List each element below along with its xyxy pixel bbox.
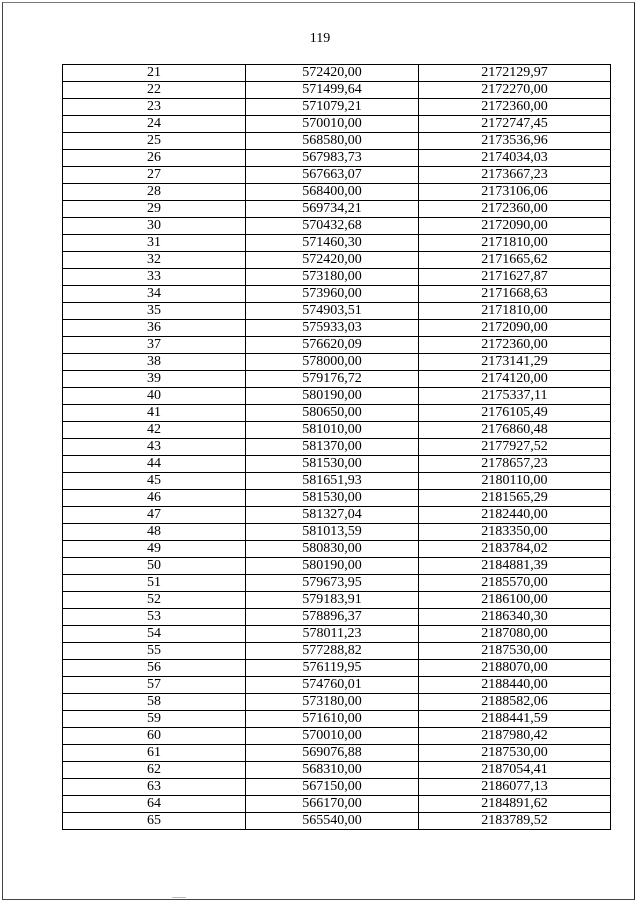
point-number-cell: 42	[63, 422, 246, 439]
y-coordinate-cell: 2171665,62	[419, 252, 611, 269]
x-coordinate-cell: 581370,00	[246, 439, 419, 456]
coordinates-table	[62, 64, 611, 830]
x-coordinate-cell: 574903,51	[246, 303, 419, 320]
y-coordinate-cell: 2182440,00	[419, 507, 611, 524]
point-number-cell: 64	[63, 796, 246, 813]
y-coordinate-cell: 2171668,63	[419, 286, 611, 303]
y-coordinate-cell: 2188441,59	[419, 711, 611, 728]
x-coordinate-cell: 574760,01	[246, 677, 419, 694]
point-number-cell: 53	[63, 609, 246, 626]
y-coordinate-cell: 2171627,87	[419, 269, 611, 286]
y-coordinate-cell: 2177927,52	[419, 439, 611, 456]
y-coordinate-cell: 2176860,48	[419, 422, 611, 439]
x-coordinate-cell: 580190,00	[246, 558, 419, 575]
x-coordinate-cell: 579183,91	[246, 592, 419, 609]
point-number-cell: 24	[63, 116, 246, 133]
point-number-cell: 22	[63, 82, 246, 99]
point-number-cell: 41	[63, 405, 246, 422]
point-number-cell: 65	[63, 813, 246, 830]
table-row	[63, 422, 611, 439]
table-row	[63, 252, 611, 269]
table-row	[63, 643, 611, 660]
table-row	[63, 541, 611, 558]
page-number: 119	[309, 31, 331, 46]
table-row	[63, 728, 611, 745]
point-number-cell: 59	[63, 711, 246, 728]
point-number-cell: 28	[63, 184, 246, 201]
point-number-cell: 33	[63, 269, 246, 286]
table-row	[63, 405, 611, 422]
y-coordinate-cell: 2172129,97	[419, 65, 611, 82]
point-number-cell: 50	[63, 558, 246, 575]
point-number-cell: 26	[63, 150, 246, 167]
point-number-cell: 56	[63, 660, 246, 677]
table-row	[63, 439, 611, 456]
point-number-cell: 60	[63, 728, 246, 745]
y-coordinate-cell: 2186340,30	[419, 609, 611, 626]
point-number-cell: 58	[63, 694, 246, 711]
table-row	[63, 167, 611, 184]
x-coordinate-cell: 567983,73	[246, 150, 419, 167]
x-coordinate-cell: 576119,95	[246, 660, 419, 677]
y-coordinate-cell: 2187054,41	[419, 762, 611, 779]
table-row	[63, 150, 611, 167]
table-row	[63, 320, 611, 337]
x-coordinate-cell: 567150,00	[246, 779, 419, 796]
x-coordinate-cell: 579176,72	[246, 371, 419, 388]
point-number-cell: 35	[63, 303, 246, 320]
table-row	[63, 303, 611, 320]
y-coordinate-cell: 2172747,45	[419, 116, 611, 133]
point-number-cell: 57	[63, 677, 246, 694]
x-coordinate-cell: 571079,21	[246, 99, 419, 116]
x-coordinate-cell: 575933,03	[246, 320, 419, 337]
x-coordinate-cell: 581530,00	[246, 456, 419, 473]
table-row	[63, 745, 611, 762]
x-coordinate-cell: 570010,00	[246, 728, 419, 745]
point-number-cell: 23	[63, 99, 246, 116]
x-coordinate-cell: 565540,00	[246, 813, 419, 830]
x-coordinate-cell: 571610,00	[246, 711, 419, 728]
x-coordinate-cell: 581651,93	[246, 473, 419, 490]
point-number-cell: 62	[63, 762, 246, 779]
point-number-cell: 63	[63, 779, 246, 796]
y-coordinate-cell: 2184881,39	[419, 558, 611, 575]
point-number-cell: 46	[63, 490, 246, 507]
point-number-cell: 49	[63, 541, 246, 558]
table-row	[63, 711, 611, 728]
table-row	[63, 337, 611, 354]
x-coordinate-cell: 576620,09	[246, 337, 419, 354]
x-coordinate-cell: 572420,00	[246, 65, 419, 82]
y-coordinate-cell: 2185570,00	[419, 575, 611, 592]
table-row	[63, 507, 611, 524]
point-number-cell: 25	[63, 133, 246, 150]
table-row	[63, 609, 611, 626]
point-number-cell: 61	[63, 745, 246, 762]
table-row	[63, 626, 611, 643]
x-coordinate-cell: 581013,59	[246, 524, 419, 541]
point-number-cell: 32	[63, 252, 246, 269]
y-coordinate-cell: 2188582,06	[419, 694, 611, 711]
y-coordinate-cell: 2180110,00	[419, 473, 611, 490]
point-number-cell: 54	[63, 626, 246, 643]
y-coordinate-cell: 2183789,52	[419, 813, 611, 830]
table-row	[63, 575, 611, 592]
y-coordinate-cell: 2178657,23	[419, 456, 611, 473]
y-coordinate-cell: 2181565,29	[419, 490, 611, 507]
point-number-cell: 29	[63, 201, 246, 218]
scan-smudge	[172, 897, 186, 898]
point-number-cell: 27	[63, 167, 246, 184]
table-row	[63, 677, 611, 694]
point-number-cell: 51	[63, 575, 246, 592]
y-coordinate-cell: 2187080,00	[419, 626, 611, 643]
table-row	[63, 371, 611, 388]
table-row	[63, 354, 611, 371]
table-row	[63, 201, 611, 218]
y-coordinate-cell: 2171810,00	[419, 235, 611, 252]
point-number-cell: 44	[63, 456, 246, 473]
y-coordinate-cell: 2172090,00	[419, 320, 611, 337]
table-row	[63, 184, 611, 201]
table-row	[63, 694, 611, 711]
point-number-cell: 30	[63, 218, 246, 235]
x-coordinate-cell: 580650,00	[246, 405, 419, 422]
point-number-cell: 34	[63, 286, 246, 303]
y-coordinate-cell: 2183784,02	[419, 541, 611, 558]
point-number-cell: 21	[63, 65, 246, 82]
y-coordinate-cell: 2172360,00	[419, 201, 611, 218]
point-number-cell: 52	[63, 592, 246, 609]
x-coordinate-cell: 566170,00	[246, 796, 419, 813]
y-coordinate-cell: 2173667,23	[419, 167, 611, 184]
table-row	[63, 82, 611, 99]
point-number-cell: 48	[63, 524, 246, 541]
y-coordinate-cell: 2188070,00	[419, 660, 611, 677]
point-number-cell: 55	[63, 643, 246, 660]
x-coordinate-cell: 569076,88	[246, 745, 419, 762]
y-coordinate-cell: 2174120,00	[419, 371, 611, 388]
point-number-cell: 39	[63, 371, 246, 388]
y-coordinate-cell: 2171810,00	[419, 303, 611, 320]
y-coordinate-cell: 2186077,13	[419, 779, 611, 796]
x-coordinate-cell: 571460,30	[246, 235, 419, 252]
x-coordinate-cell: 580190,00	[246, 388, 419, 405]
x-coordinate-cell: 578896,37	[246, 609, 419, 626]
y-coordinate-cell: 2172360,00	[419, 337, 611, 354]
y-coordinate-cell: 2186100,00	[419, 592, 611, 609]
table-row	[63, 269, 611, 286]
y-coordinate-cell: 2172360,00	[419, 99, 611, 116]
table-row	[63, 456, 611, 473]
y-coordinate-cell: 2184891,62	[419, 796, 611, 813]
x-coordinate-cell: 578000,00	[246, 354, 419, 371]
y-coordinate-cell: 2188440,00	[419, 677, 611, 694]
table-row	[63, 762, 611, 779]
table-row	[63, 133, 611, 150]
table-row	[63, 218, 611, 235]
x-coordinate-cell: 573180,00	[246, 694, 419, 711]
y-coordinate-cell: 2187980,42	[419, 728, 611, 745]
table-row	[63, 99, 611, 116]
table-row	[63, 558, 611, 575]
x-coordinate-cell: 581010,00	[246, 422, 419, 439]
point-number-cell: 45	[63, 473, 246, 490]
table-row	[63, 235, 611, 252]
table-row	[63, 660, 611, 677]
x-coordinate-cell: 579673,95	[246, 575, 419, 592]
table-row	[63, 779, 611, 796]
y-coordinate-cell: 2172090,00	[419, 218, 611, 235]
point-number-cell: 36	[63, 320, 246, 337]
y-coordinate-cell: 2174034,03	[419, 150, 611, 167]
x-coordinate-cell: 581327,04	[246, 507, 419, 524]
point-number-cell: 38	[63, 354, 246, 371]
x-coordinate-cell: 570432,68	[246, 218, 419, 235]
x-coordinate-cell: 571499,64	[246, 82, 419, 99]
point-number-cell: 40	[63, 388, 246, 405]
x-coordinate-cell: 568580,00	[246, 133, 419, 150]
point-number-cell: 37	[63, 337, 246, 354]
y-coordinate-cell: 2175337,11	[419, 388, 611, 405]
y-coordinate-cell: 2176105,49	[419, 405, 611, 422]
y-coordinate-cell: 2187530,00	[419, 643, 611, 660]
table-row	[63, 490, 611, 507]
x-coordinate-cell: 573960,00	[246, 286, 419, 303]
y-coordinate-cell: 2187530,00	[419, 745, 611, 762]
coordinates-table-body	[63, 65, 611, 830]
x-coordinate-cell: 577288,82	[246, 643, 419, 660]
table-row	[63, 388, 611, 405]
x-coordinate-cell: 569734,21	[246, 201, 419, 218]
table-row	[63, 592, 611, 609]
table-row	[63, 524, 611, 541]
x-coordinate-cell: 568310,00	[246, 762, 419, 779]
x-coordinate-cell: 573180,00	[246, 269, 419, 286]
x-coordinate-cell: 578011,23	[246, 626, 419, 643]
point-number-cell: 43	[63, 439, 246, 456]
x-coordinate-cell: 572420,00	[246, 252, 419, 269]
x-coordinate-cell: 580830,00	[246, 541, 419, 558]
x-coordinate-cell: 568400,00	[246, 184, 419, 201]
y-coordinate-cell: 2173106,06	[419, 184, 611, 201]
y-coordinate-cell: 2183350,00	[419, 524, 611, 541]
point-number-cell: 47	[63, 507, 246, 524]
x-coordinate-cell: 581530,00	[246, 490, 419, 507]
y-coordinate-cell: 2173536,96	[419, 133, 611, 150]
table-row	[63, 116, 611, 133]
table-row	[63, 813, 611, 830]
table-row	[63, 473, 611, 490]
table-row	[63, 796, 611, 813]
y-coordinate-cell: 2173141,29	[419, 354, 611, 371]
x-coordinate-cell: 567663,07	[246, 167, 419, 184]
table-row	[63, 286, 611, 303]
x-coordinate-cell: 570010,00	[246, 116, 419, 133]
table-row	[63, 65, 611, 82]
point-number-cell: 31	[63, 235, 246, 252]
y-coordinate-cell: 2172270,00	[419, 82, 611, 99]
